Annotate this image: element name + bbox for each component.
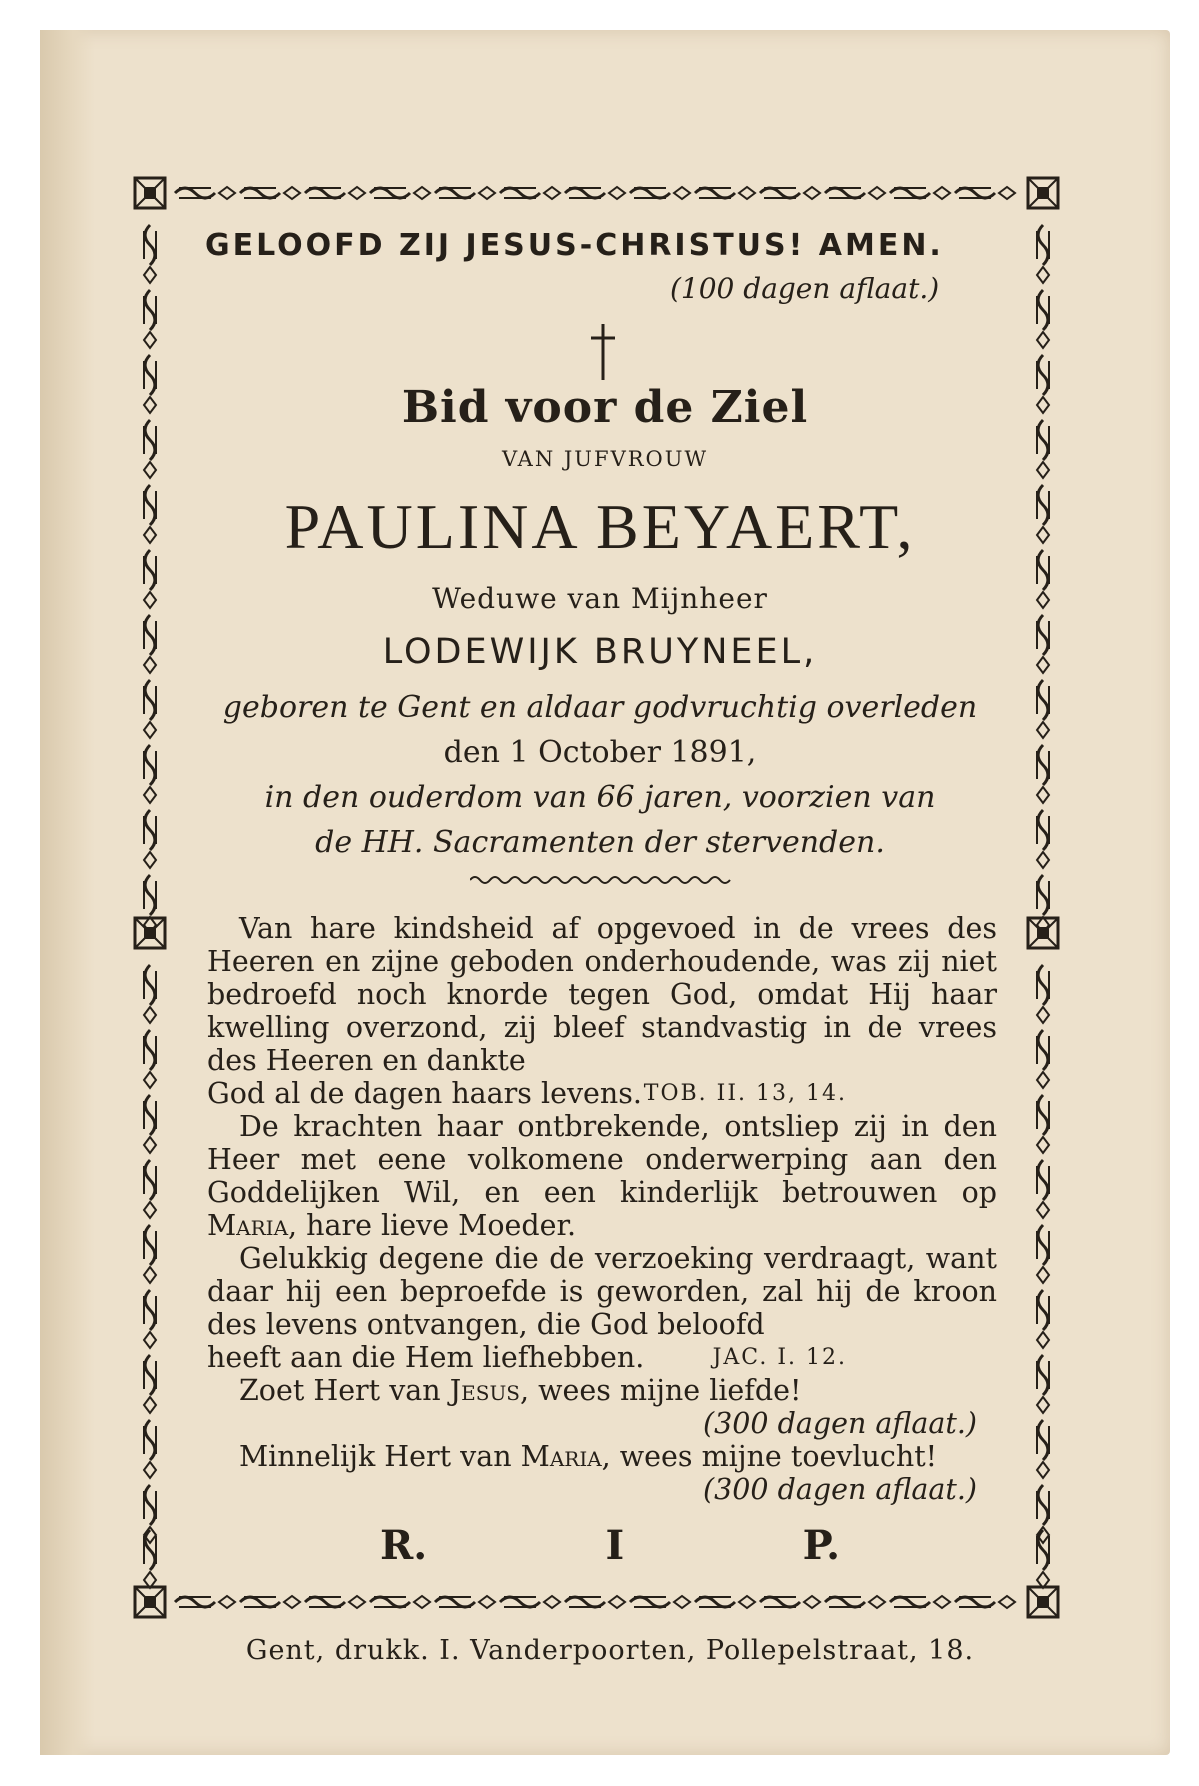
- prayer-1: [207, 1374, 997, 1407]
- prayer-2-text: Minnelijk Hert van: [239, 1440, 512, 1473]
- paragraph-3-last-line: heeft aan die Hem liefhebben.: [207, 1341, 645, 1374]
- details-line-2: den 1 October 1891,: [443, 735, 757, 770]
- cross-icon: [583, 322, 623, 382]
- scripture-ref-james: JAC. I. 12.: [712, 1345, 847, 1370]
- printer-imprint: Gent, drukk. I. Vanderpoorten, Pollepelstraat, 18.: [245, 1635, 975, 1666]
- widow-of: Weduwe van Mijnheer: [432, 582, 768, 615]
- deceased-name: PAULINA BEYAERT,: [284, 491, 916, 562]
- honorific: VAN JUFVROUW: [501, 447, 709, 471]
- body-text: [207, 912, 997, 1506]
- details-line-4: de HH. Sacramenten der stervenden.: [315, 825, 885, 860]
- paragraph-1: Van hare kindsheid af opgevoed in de vrees des Heeren en zijne geboden onderhoudende, was zij niet bedroefd noch knorde tegen God, omdat Hij haar kwelling overzond, zij bleef standvastig in de vrees des Heeren en dankte: [207, 912, 997, 1077]
- paragraph-3: Gelukkig degene die de verzoeking verdraagt, want daar hij een beproefde is geworden, zal hij de kroon des levens ontvangen, die God beloofd: [207, 1242, 997, 1341]
- rip-i: I: [605, 1522, 625, 1569]
- paragraph-2-text: De krachten haar ontbrekende, ontsliep zij in den Heer met eene volkomene onderwerping aan den Goddelijken Wil, en een kinderlijk betrouwen op: [207, 1110, 997, 1209]
- prayer-1-text: Zoet Hert van: [239, 1374, 441, 1407]
- border-left: [135, 225, 165, 1588]
- acclamation: GELOOFD ZIJ JESUS-CHRISTUS! AMEN.: [205, 228, 944, 263]
- corner-top-left: [135, 178, 165, 208]
- paragraph-1-end: [207, 1077, 997, 1110]
- prayer-2-indulgence: [207, 1473, 997, 1506]
- paragraph-3-end: [207, 1341, 997, 1374]
- husband-name: LODEWIJK BRUYNEEL,: [382, 632, 818, 672]
- paragraph-2: [207, 1110, 997, 1242]
- rip: [380, 1522, 840, 1569]
- prayer-2-end: , wees mijne toevlucht!: [601, 1440, 938, 1473]
- prayer-1-indulgence-text: (300 dagen aflaat.): [703, 1407, 977, 1440]
- prayer-2: [207, 1440, 997, 1473]
- paragraph-2-end: , hare lieve Moeder.: [288, 1209, 577, 1242]
- maria-name: Maria: [207, 1209, 289, 1242]
- rip-p: P.: [802, 1522, 840, 1569]
- corner-bottom-left: [135, 1587, 165, 1617]
- corner-top-right: [1028, 178, 1058, 208]
- border-right: [1028, 225, 1058, 1588]
- border-bottom: [175, 1596, 1015, 1608]
- wavy-divider: [470, 873, 735, 887]
- prayer-2-indulgence-text: (300 dagen aflaat.): [703, 1473, 977, 1506]
- scripture-ref-tobit: TOB. II. 13, 14.: [643, 1081, 847, 1106]
- maria-name-2: Maria: [520, 1440, 602, 1473]
- border-top: [175, 187, 1015, 199]
- details-line-3: in den ouderdom van 66 jaren, voorzien van: [264, 780, 936, 815]
- details-line-1: geboren te Gent en aldaar godvruchtig overleden: [222, 690, 978, 725]
- jesus-name: Jesus: [449, 1374, 521, 1407]
- prayer-1-end: , wees mijne liefde!: [520, 1374, 802, 1407]
- prayer-1-indulgence: [207, 1407, 997, 1440]
- rip-r: R.: [380, 1522, 428, 1569]
- indulgence-top: (100 dagen aflaat.): [670, 272, 940, 305]
- prayer-heading: Bid voor de Ziel: [401, 382, 809, 433]
- corner-bottom-right: [1028, 1587, 1058, 1617]
- paragraph-1-last-line: God al de dagen haars levens.: [207, 1077, 642, 1110]
